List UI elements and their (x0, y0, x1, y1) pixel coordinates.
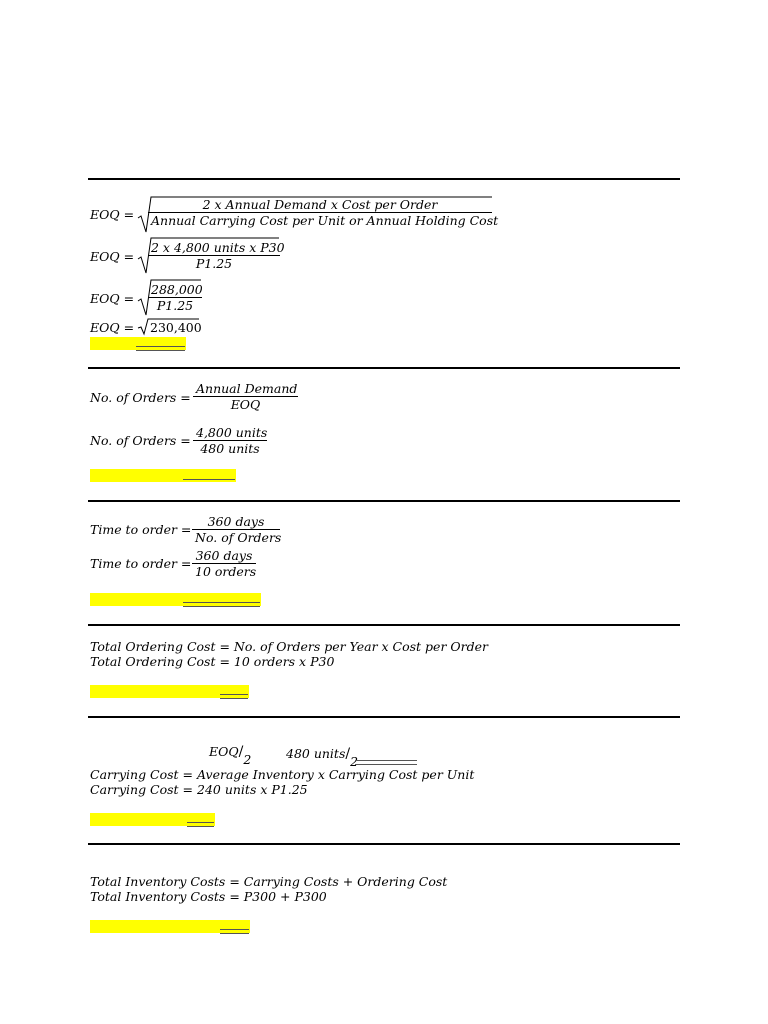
eoq-product-fraction (148, 282, 202, 313)
time-values-numerator: 360 days (195, 548, 253, 563)
double-underline (183, 602, 260, 607)
eoq-over-two: EOQ/2 (209, 744, 252, 767)
carrying-cost-formula: Carrying Cost = Average Inventory x Carrying Cost per Unit (90, 767, 475, 782)
orders-formula-numerator: Annual Demand (196, 381, 298, 396)
divisor: 2 (350, 754, 359, 769)
eoq-lhs: EOQ = (90, 291, 135, 306)
eoq-lhs: EOQ = (90, 320, 135, 335)
eoq-product-denominator: P1.25 (156, 298, 194, 313)
double-underline (187, 822, 214, 827)
double-underline (220, 694, 248, 699)
units-half-label: 480 units (286, 746, 346, 761)
eoq-formula-fraction (148, 197, 499, 228)
time-lhs: Time to order = (90, 556, 192, 571)
eoq-half-label: EOQ (209, 744, 239, 759)
ordering-cost-formula: Total Ordering Cost = No. of Orders per Year x Cost per Order (90, 639, 488, 654)
eoq-product-numerator: 288,000 (151, 282, 203, 297)
eoq-values-numerator: 2 x 4,800 units x P30 (151, 240, 285, 255)
section-divider (88, 843, 680, 845)
section-divider (88, 367, 680, 369)
eoq-formula-numerator: 2 x Annual Demand x Cost per Order (202, 197, 438, 212)
orders-lhs: No. of Orders = (90, 390, 191, 405)
eoq-radicand: 230,400 (150, 320, 202, 335)
orders-values-denominator: 480 units (200, 441, 260, 456)
orders-formula-fraction (193, 381, 298, 412)
time-formula-denominator: No. of Orders (195, 530, 282, 545)
ordering-cost-values: Total Ordering Cost = 10 orders x P30 (90, 654, 335, 669)
eoq-values-denominator: P1.25 (195, 256, 233, 271)
orders-values-numerator: 4,800 units (196, 425, 268, 440)
double-underline (355, 760, 417, 765)
eoq-lhs: EOQ = (90, 249, 135, 264)
eoq-values-fraction (148, 240, 285, 271)
orders-formula-denominator: EOQ (230, 397, 261, 412)
double-underline (183, 479, 235, 483)
double-underline (136, 346, 185, 351)
section-divider (88, 716, 680, 718)
time-values-fraction (192, 548, 256, 579)
carrying-cost-values: Carrying Cost = 240 units x P1.25 (90, 782, 308, 797)
section-divider (88, 178, 680, 180)
time-formula-fraction (192, 514, 280, 545)
eoq-formula-denominator: Annual Carrying Cost per Unit or Annual Holding Cost (151, 213, 499, 228)
total-cost-values: Total Inventory Costs = P300 + P300 (90, 889, 327, 904)
time-lhs: Time to order = (90, 522, 192, 537)
section-divider (88, 624, 680, 626)
total-cost-formula: Total Inventory Costs = Carrying Costs + Ordering Cost (90, 874, 448, 889)
section-divider (88, 500, 680, 502)
units-over-two: 480 units/2 (286, 746, 359, 769)
orders-lhs: No. of Orders = (90, 433, 191, 448)
time-formula-numerator: 360 days (207, 514, 265, 529)
time-values-denominator: 10 orders (195, 564, 257, 579)
divisor: 2 (243, 752, 252, 767)
eoq-lhs: EOQ = (90, 207, 135, 222)
double-underline (220, 929, 249, 934)
orders-values-fraction (193, 425, 267, 456)
